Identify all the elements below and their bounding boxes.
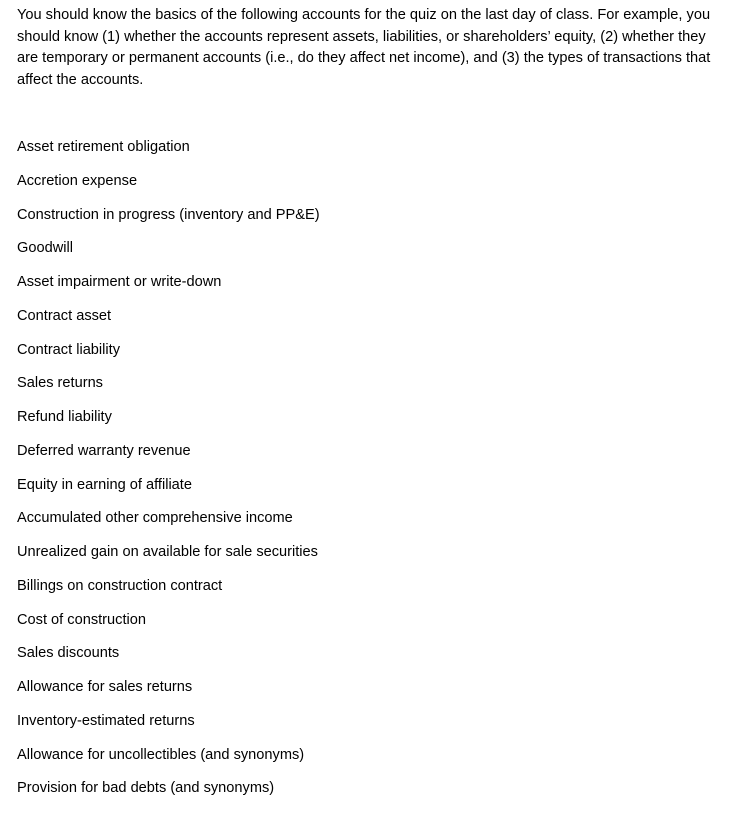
account-item: Refund liability [17,409,112,425]
account-item: Sales returns [17,375,103,392]
account-item: Billings on construction contract [17,577,223,594]
account-item: Construction in progress (inventory and PP&E) [17,206,320,223]
account-item: Equity in earning of affiliate [17,476,192,493]
account-item: Contract asset [17,307,112,324]
account-item: Inventory-estimated returns [17,712,195,729]
account-item: Accretion expense [17,172,138,189]
account-item: Allowance for sales returns [17,679,193,695]
intro-paragraph: You should know the basics of the following accounts for the quiz on the last day of class. For example, you should know (1) whether the accounts represent assets, liabilities, or shareholders’ equity, (2) whether they are temporary or permanent accounts (i.e., do they affect net income), and (3) the types of transactions that affect the accounts. [17,7,711,88]
account-item: Contract liability [17,341,121,358]
account-item: Deferred warranty revenue [17,442,191,459]
account-item: Unrealized gain on available for sale securities [17,544,318,560]
account-item: Accumulated other comprehensive income [17,510,293,527]
account-item: Allowance for uncollectibles (and synonyms) [17,746,305,763]
account-item: Asset retirement obligation [17,139,190,155]
account-item: Provision for bad debts (and synonyms) [17,780,275,797]
account-item: Sales discounts [17,645,120,662]
account-item: Asset impairment or write-down [17,274,222,290]
account-item: Cost of construction [17,611,146,628]
account-list [17,137,320,812]
account-item: Goodwill [17,240,73,257]
